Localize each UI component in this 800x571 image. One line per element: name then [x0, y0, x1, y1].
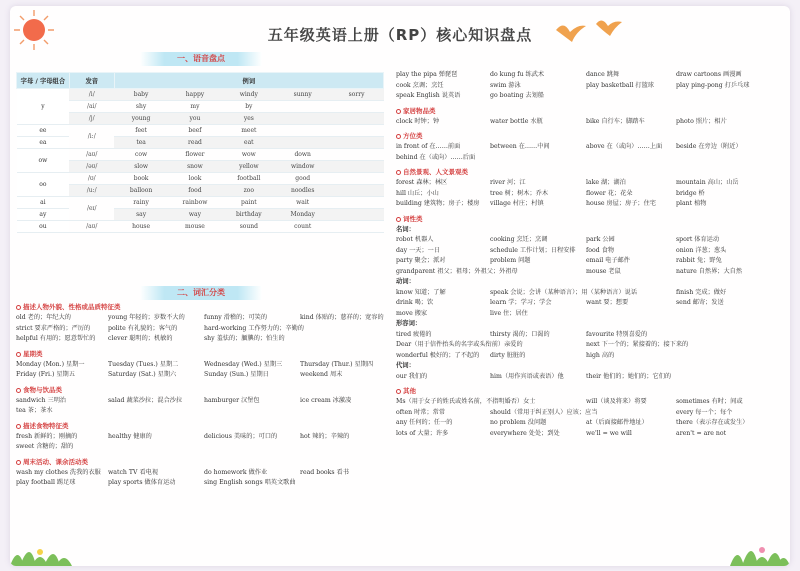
section-heading-text: 星期类: [23, 349, 43, 358]
vocab-row: [396, 91, 786, 102]
vocab-entry: delicious 美味的；可口的: [204, 432, 278, 440]
vocab-entry: hill 山丘；小山: [396, 189, 439, 197]
phonics-example-word: [330, 149, 384, 161]
phonics-example-word: by: [222, 101, 276, 113]
section-heading: [396, 167, 786, 178]
vocab-row: [396, 408, 786, 419]
vocab-row: [16, 313, 388, 324]
vocab-entry: in front of 在……前面: [396, 143, 461, 150]
vocab-row: [396, 81, 786, 92]
vocab-entry: Sunday (Sun.) 星期日: [204, 371, 269, 378]
phonics-example-word: [330, 173, 384, 185]
vocab-row: [396, 298, 786, 309]
vocab-entry: speak English 说英语: [396, 92, 461, 99]
vocab-entry: tea 茶；茶水: [16, 407, 53, 414]
phonics-example-word: [330, 185, 384, 197]
bullet-icon: [16, 388, 21, 393]
phonics-example-word: meet: [222, 125, 276, 137]
vocab-entry: play the pipa 弹琵琶: [396, 71, 458, 78]
vocab-entry: shy 羞怯的；腼腆的；怕生的: [204, 335, 285, 342]
section-heading: [16, 457, 388, 468]
page-title: 五年级英语上册（RP）核心知识盘点: [267, 26, 533, 44]
section-heading-text: 方位类: [403, 132, 423, 140]
vocab-entry: favourite 特别喜爱的: [586, 330, 648, 338]
phonics-example-word: [330, 137, 384, 149]
phonics-example-word: window: [276, 161, 330, 173]
section-heading: [396, 386, 786, 397]
vocab-entry: speak 会说；会讲（某种语言）；用（某种语言）说话: [490, 288, 638, 296]
vocab-entry: Friday (Fri.) 星期五: [16, 371, 75, 378]
vocab-entry: play ping-pong 打乒乓球: [676, 81, 750, 89]
vocab-entry: tired 疲倦的: [396, 330, 432, 338]
phonics-example-word: you: [168, 113, 222, 125]
vocab-entry: bike 自行车；脚踏车: [586, 117, 645, 125]
phonics-example-word: [330, 197, 384, 209]
phonics-example-word: sorry: [330, 89, 384, 101]
vocab-entry: lots of 大量；许多: [396, 429, 449, 437]
section-heading: [396, 214, 786, 225]
grass-decoration: [10, 530, 790, 566]
vocab-entry: every 每一个；每个: [676, 408, 733, 416]
bullet-icon: [16, 352, 21, 357]
vocab-entry: clock 时钟；钟: [396, 117, 440, 125]
phonics-example-word: mouse: [168, 221, 222, 233]
vocab-entry: we'll = we will: [586, 429, 632, 437]
vocab-entry: learn 学；学习；学会: [490, 299, 552, 306]
vocab-entry: park 公园: [586, 236, 615, 243]
vocab-row: [396, 429, 786, 440]
vocab-entry: Dear（用于信件抬头的名字或头衔前）亲爱的: [396, 341, 523, 348]
vocab-entry: hot 辣的；辛辣的: [300, 432, 350, 440]
phonics-banner: 一、语音盘点: [140, 52, 262, 66]
phonics-example-word: way: [168, 209, 222, 221]
vocab-entry: behind 在（或向）……后面: [396, 153, 476, 161]
phonics-example-word: cow: [114, 149, 168, 161]
phonics-example-word: windy: [222, 89, 276, 101]
vocab-row: [396, 330, 786, 341]
vocab-row: [396, 288, 786, 299]
vocab-entry: should（常用于纠正别人）应该；应当: [490, 408, 598, 416]
bullet-icon: [396, 217, 401, 222]
vocab-entry: our 我们的: [396, 372, 428, 380]
vocab-entry: thirsty 渴的；口渴的: [490, 330, 550, 338]
vocab-entry: hard-working 工作努力的；辛勤的: [204, 324, 304, 332]
phonics-row: [17, 197, 384, 209]
left-vocab-column: [16, 302, 388, 493]
vocab-entry: Saturday (Sat.) 星期六: [108, 371, 177, 378]
phonics-letters: ay: [17, 209, 70, 221]
phonics-example-word: my: [168, 101, 222, 113]
phonics-letters: ou: [17, 221, 70, 233]
vocab-entry: robot 机器人: [396, 236, 434, 243]
vocab-row: [396, 189, 786, 200]
phonics-example-word: slow: [114, 161, 168, 173]
phonics-example-word: yellow: [222, 161, 276, 173]
vocab-entry: drink 喝；饮: [396, 299, 434, 306]
phonics-example-word: wait: [276, 197, 330, 209]
phonics-example-word: [330, 209, 384, 221]
phonics-example-word: flower: [168, 149, 222, 161]
vocab-entry: cooking 烹饪；烹调: [490, 236, 548, 243]
bullet-icon: [396, 109, 401, 114]
vocab-entry: food 食物: [586, 246, 615, 254]
vocab-entry: draw cartoons 画漫画: [676, 71, 742, 78]
vocab-entry: above 在（或向）……上面: [586, 143, 663, 150]
spacer: [16, 489, 388, 493]
vocab-row: [396, 199, 786, 210]
vocab-entry: building 建筑物；房子；楼房: [396, 200, 480, 207]
phonics-example-word: happy: [168, 89, 222, 101]
spacer: [396, 439, 786, 443]
vocab-entry: day 一天；一日: [396, 246, 441, 254]
phonics-example-word: [330, 101, 384, 113]
phonics-row: [17, 113, 384, 125]
vocab-entry: wonderful 极好的；了不起的: [396, 351, 480, 359]
vocab-entry: fresh 新鲜的；刚摘的: [16, 432, 78, 440]
vocab-row: [396, 309, 786, 320]
vocab-entry: him（用作宾语或表语）他: [490, 372, 564, 380]
phonics-sound: /ai/: [69, 101, 114, 113]
phonics-example-word: football: [222, 173, 276, 185]
phonics-example-word: food: [168, 185, 222, 197]
vocab-row: [16, 370, 388, 381]
vocab-entry: go boating 去划船: [490, 92, 544, 99]
vocab-row: [16, 406, 388, 417]
phonics-example-word: good: [276, 173, 330, 185]
phonics-header-examples: 例词: [114, 73, 383, 89]
phonics-example-word: rainbow: [168, 197, 222, 209]
vocab-entry: do homework 做作业: [204, 468, 268, 476]
section-heading-text: 自然景观、人文景观类: [403, 168, 468, 176]
vocab-entry: play sports 做体育运动: [108, 479, 176, 486]
subsection-label: 动词：: [396, 278, 415, 285]
vocab-row: [396, 256, 786, 267]
phonics-example-word: balloon: [114, 185, 168, 197]
vocab-entry: dirty 脏脏的: [490, 351, 526, 359]
vocab-entry: grandparent 祖父；祖母；外祖父；外祖母: [396, 267, 518, 275]
vocab-row: [16, 468, 388, 479]
phonics-example-word: [276, 101, 330, 113]
phonics-header-letters: 字母 / 字母组合: [17, 73, 70, 89]
phonics-example-word: rainy: [114, 197, 168, 209]
phonics-row: [17, 185, 384, 197]
vocab-entry: Monday (Mon.) 星期一: [16, 360, 85, 368]
vocab-entry: cook 烹调；烹饪: [396, 81, 444, 89]
phonics-letters: ow: [17, 149, 70, 173]
section-heading: [396, 106, 786, 117]
vocab-entry: Wednesday (Wed.) 星期三: [204, 360, 283, 368]
vocab-row: [16, 396, 388, 407]
vocab-entry: sweet 含糖的；甜的: [16, 443, 74, 450]
vocab-entry: sandwich 三明治: [16, 396, 67, 404]
phonics-example-word: sound: [222, 221, 276, 233]
vocab-entry: Tuesday (Tues.) 星期二: [108, 360, 179, 368]
vocab-row: [396, 397, 786, 408]
vocab-entry: weekend 周末: [300, 371, 343, 378]
vocab-entry: mountain 高山；山岳: [676, 179, 739, 186]
bullet-icon: [16, 424, 21, 429]
phonics-example-word: down: [276, 149, 330, 161]
vocab-entry: ice cream 冰激凌: [300, 396, 352, 404]
phonics-sound: /i:/: [69, 125, 114, 149]
right-vocab-column: [396, 70, 786, 443]
vocab-entry: nature 自然界；大自然: [676, 267, 743, 275]
phonics-example-word: [330, 221, 384, 233]
phonics-example-word: house: [114, 221, 168, 233]
vocab-row: [396, 70, 786, 81]
vocab-entry: helpful 有用的；愿意帮忙的: [16, 335, 96, 342]
phonics-example-word: read: [168, 137, 222, 149]
phonics-sound: /i/: [69, 89, 114, 101]
section-heading-text: 食物与饮品类: [23, 385, 62, 394]
phonics-example-word: noodles: [276, 185, 330, 197]
vocab-entry: send 邮寄；发送: [676, 299, 724, 306]
vocab-entry: river 河；江: [490, 179, 526, 186]
phonics-example-word: say: [114, 209, 168, 221]
vocab-entry: no problem 没问题: [490, 419, 547, 426]
phonics-example-word: look: [168, 173, 222, 185]
phonics-example-word: sunny: [276, 89, 330, 101]
phonics-example-word: eat: [222, 137, 276, 149]
vocab-entry: village 村庄；村镇: [490, 200, 544, 207]
vocab-entry: their 他们的；她们的；它们的: [586, 372, 672, 380]
vocab-row: [396, 142, 786, 153]
subsection-label: 代词：: [396, 362, 415, 369]
subsection-label: 形容词：: [396, 320, 422, 327]
vocab-row: [396, 267, 786, 278]
phonics-example-word: [330, 161, 384, 173]
phonics-example-word: paint: [222, 197, 276, 209]
phonics-sound: /aʊ/: [69, 149, 114, 161]
vocab-row: [16, 324, 388, 335]
vocab-entry: young 年轻的；岁数不大的: [108, 314, 185, 321]
vocab-row: [396, 372, 786, 383]
phonics-example-word: count: [276, 221, 330, 233]
vocab-entry: finish 完成；做好: [676, 288, 727, 296]
vocab-entry: mouse 老鼠: [586, 267, 621, 275]
bullet-icon: [396, 170, 401, 175]
section-heading: [16, 302, 388, 313]
vocab-entry: live 住；居住: [490, 309, 528, 317]
phonics-example-word: [276, 137, 330, 149]
phonics-row: [17, 161, 384, 173]
vocab-entry: play basketball 打篮球: [586, 81, 654, 89]
vocab-entry: strict 要求严格的；严厉的: [16, 324, 91, 332]
vocab-row: [16, 442, 388, 453]
phonics-example-word: beef: [168, 125, 222, 137]
subsection-label: 名词：: [396, 225, 415, 233]
vocab-entry: forest 森林；林区: [396, 179, 448, 186]
vocab-entry: know 知道；了解: [396, 288, 446, 296]
vocab-entry: aren't = are not: [676, 429, 727, 437]
vocab-row: [16, 432, 388, 443]
vocab-entry: polite 有礼貌的；客气的: [108, 324, 178, 332]
phonics-letters: ea: [17, 137, 70, 149]
section-heading: [16, 349, 388, 360]
section-heading-text: 周末活动、课余活动类: [23, 457, 88, 466]
vocab-entry: onion 洋葱；葱头: [676, 246, 727, 254]
vocab-entry: lake 湖；湖泊: [586, 179, 626, 186]
vocab-entry: plant 植物: [676, 200, 707, 207]
vocab-row: [396, 117, 786, 128]
phonics-example-word: [330, 113, 384, 125]
phonics-example-word: wow: [222, 149, 276, 161]
phonics-sound: /eɪ/: [69, 197, 114, 221]
vocab-entry: move 搬家: [396, 309, 428, 317]
bullet-icon: [16, 460, 21, 465]
phonics-sound: /j/: [69, 113, 114, 125]
vocab-row: [396, 340, 786, 351]
phonics-table: [16, 72, 384, 233]
vocab-entry: healthy 健康的: [108, 432, 152, 440]
phonics-example-word: snow: [168, 161, 222, 173]
section-heading: [16, 385, 388, 396]
phonics-sound: /əʊ/: [69, 161, 114, 173]
vocab-entry: house 房屋；房子；住宅: [586, 200, 656, 207]
phonics-example-word: shy: [114, 101, 168, 113]
vocab-row: [396, 418, 786, 429]
section-heading-text: 家居物品类: [403, 106, 436, 115]
phonics-row: [17, 101, 384, 113]
vocab-entry: funny 滑稽的；可笑的: [204, 314, 268, 321]
vocab-entry: high 高的: [586, 351, 615, 359]
section-heading-text: 其他: [403, 387, 416, 395]
vocab-entry: Thursday (Thur.) 星期四: [300, 360, 374, 368]
vocab-entry: problem 问题: [490, 257, 531, 264]
vocab-row: [396, 246, 786, 257]
phonics-example-word: yes: [222, 113, 276, 125]
vocab-entry: watch TV 看电视: [108, 468, 159, 476]
phonics-row: [17, 221, 384, 233]
vocab-entry: email 电子邮件: [586, 257, 630, 264]
phonics-letters: ee: [17, 125, 70, 137]
phonics-example-word: baby: [114, 89, 168, 101]
phonics-example-word: [330, 125, 384, 137]
vocab-entry: there（表示存在或发生）: [676, 419, 749, 426]
vocab-entry: wash my clothes 洗我的衣服: [16, 468, 101, 476]
bullet-icon: [16, 305, 21, 310]
vocab-entry: salad 蔬菜沙拉；混合沙拉: [108, 396, 183, 404]
vocab-entry: at（后面接邮件地址）: [586, 419, 648, 426]
phonics-letters: oo: [17, 173, 70, 197]
vocab-row: [16, 334, 388, 345]
vocab-entry: photo 照片；相片: [676, 117, 727, 125]
vocab-entry: will（谈及将来）将要: [586, 398, 647, 405]
vocab-entry: everywhere 处处；到处: [490, 429, 560, 437]
section-heading-text: 描述人物外貌、性格或品质特征类: [23, 303, 121, 311]
phonics-example-word: [276, 125, 330, 137]
vocab-entry: do kung fu 练武术: [490, 71, 545, 78]
phonics-letters: ai: [17, 197, 70, 209]
phonics-example-word: zoo: [222, 185, 276, 197]
vocab-entry: sometimes 有时；间或: [676, 398, 743, 405]
phonics-sound: /u:/: [69, 185, 114, 197]
vocab-banner: 二、词汇分类: [140, 286, 262, 300]
vocab-entry: dance 跳舞: [586, 71, 620, 78]
vocab-entry: hamburger 汉堡包: [204, 396, 260, 404]
section-heading: [16, 421, 388, 432]
phonics-example-word: tea: [114, 137, 168, 149]
vocab-entry: rabbit 兔；野兔: [676, 257, 722, 264]
vocab-entry: want 要；想要: [586, 299, 629, 306]
vocab-row: [16, 478, 388, 489]
vocab-entry: tree 树；树木；乔木: [490, 189, 549, 197]
vocab-entry: often 时常；常常: [396, 408, 446, 416]
vocab-entry: clever 聪明的；机敏的: [108, 335, 173, 342]
section-heading-text: 词性类: [403, 214, 423, 223]
section-heading-text: 描述食物特征类: [23, 421, 69, 430]
vocab-entry: between 在……中间: [490, 143, 550, 150]
vocab-entry: schedule 工作计划；日程安排: [490, 246, 576, 254]
vocab-entry: old 老的；年纪大的: [16, 314, 71, 321]
vocab-entry: Ms（用于女子的姓氏或姓名前，不指明婚否）女士: [396, 398, 536, 405]
vocab-entry: swim 游泳: [490, 81, 521, 89]
page-sheet: [10, 6, 790, 566]
vocab-entry: read books 看书: [300, 468, 349, 476]
vocab-row: [16, 360, 388, 371]
phonics-sound: /ʊ/: [69, 173, 114, 185]
vocab-entry: bridge 桥: [676, 189, 705, 197]
vocab-entry: flower 花；花朵: [586, 189, 633, 197]
vocab-entry: any 任何的；任一的: [396, 419, 453, 426]
vocab-row: [396, 153, 786, 164]
phonics-example-word: young: [114, 113, 168, 125]
phonics-row: [17, 89, 384, 101]
vocab-entry: play football 踢足球: [16, 479, 76, 486]
vocab-entry: beside 在旁边（附近）: [676, 143, 742, 150]
phonics-header-sound: 发音: [69, 73, 114, 89]
vocab-row: [396, 178, 786, 189]
bullet-icon: [396, 134, 401, 139]
bullet-icon: [396, 389, 401, 394]
phonics-sound: /aʊ/: [69, 221, 114, 233]
section-heading: [396, 131, 786, 142]
phonics-example-word: [276, 113, 330, 125]
phonics-example-word: Monday: [276, 209, 330, 221]
vocab-entry: sport 体育运动: [676, 236, 720, 243]
vocab-entry: next 下一个的；紧接着的；接下来的: [586, 341, 689, 348]
phonics-row: [17, 125, 384, 137]
phonics-example-word: book: [114, 173, 168, 185]
vocab-row: [396, 235, 786, 246]
phonics-row: [17, 173, 384, 185]
phonics-letters: y: [17, 89, 70, 125]
vocab-entry: kind 体贴的；慈祥的；宽容的: [300, 314, 384, 321]
phonics-example-word: birthday: [222, 209, 276, 221]
vocab-row: [396, 351, 786, 362]
vocab-entry: sing English songs 唱英文歌曲: [204, 479, 296, 486]
phonics-row: [17, 149, 384, 161]
vocab-entry: water bottle 水瓶: [490, 117, 543, 125]
phonics-example-word: feet: [114, 125, 168, 137]
vocab-entry: party 聚会；派对: [396, 257, 446, 264]
